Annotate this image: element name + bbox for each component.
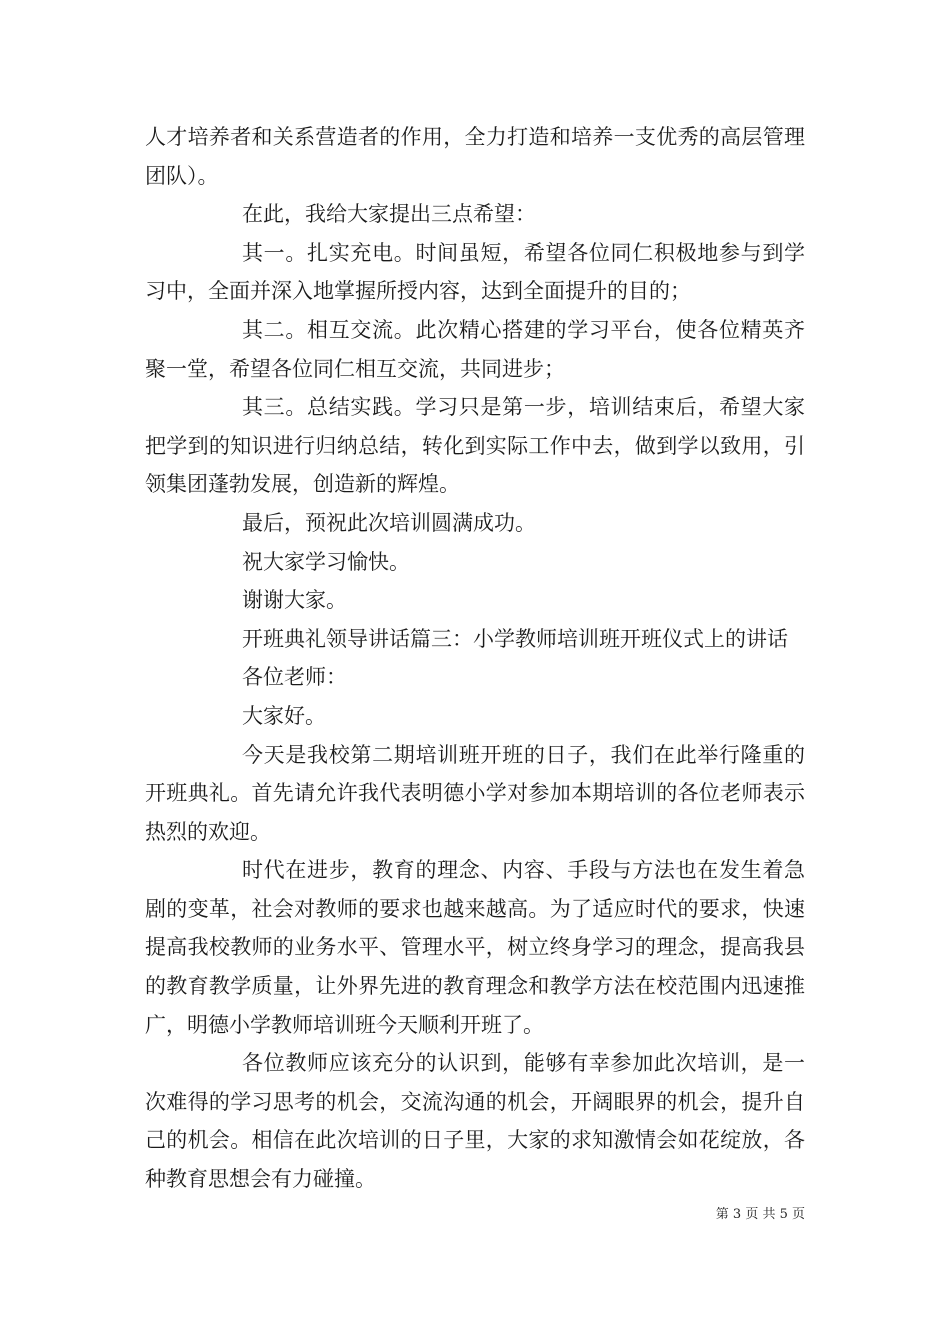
paragraph: 今天是我校第二期培训班开班的日子，我们在此举行隆重的开班典礼。首先请允许我代表明德小学对参加本期培训的各位老师表示热烈的欢迎。 [145,742,805,844]
document-body [145,118,805,1199]
paragraph: 人才培养者和关系营造者的作用，全力打造和培养一支优秀的高层管理团队）。 [145,125,805,188]
paragraph: 谢谢大家。 [242,588,347,613]
paragraph: 在此，我给大家提出三点希望： [242,202,536,227]
page-number-footer: 第 3 页 共 5 页 [715,1207,805,1222]
section-heading: 开班典礼领导讲话篇三：小学教师培训班开班仪式上的讲话 [242,626,788,651]
salutation: 各位老师： [242,665,347,690]
paragraph: 时代在进步，教育的理念、内容、手段与方法也在发生着急剧的变革，社会对教师的要求也越来越高。为了适应时代的要求，快速提高我校教师的业务水平、管理水平，树立终身学习的理念，提高我县的教育教学质量，让外界先进的教育理念和教学方法在校范围内迅速推广，明德小学教师培训班今天顺利开班了。 [145,858,805,1037]
paragraph: 各位教师应该充分的认识到，能够有幸参加此次培训，是一次难得的学习思考的机会，交流沟通的机会，开阔眼界的机会，提升自己的机会。相信在此次培训的日子里，大家的求知激情会如花绽放，各种教育思想会有力碰撞。 [145,1051,805,1192]
paragraph: 其三。总结实践。学习只是第一步，培训结束后，希望大家把学到的知识进行归纳总结，转化到实际工作中去，做到学以致用，引领集团蓬勃发展，创造新的辉煌。 [145,395,805,497]
paragraph: 其一。扎实充电。时间虽短，希望各位同仁积极地参与到学习中，全面并深入地掌握所授内容，达到全面提升的目的； [145,240,805,304]
paragraph: 其二。相互交流。此次精心搭建的学习平台，使各位精英齐聚一堂，希望各位同仁相互交流，共同进步； [145,317,805,381]
greeting: 大家好。 [242,703,326,728]
paragraph: 祝大家学习愉快。 [242,549,410,574]
paragraph: 最后，预祝此次培训圆满成功。 [242,510,536,535]
